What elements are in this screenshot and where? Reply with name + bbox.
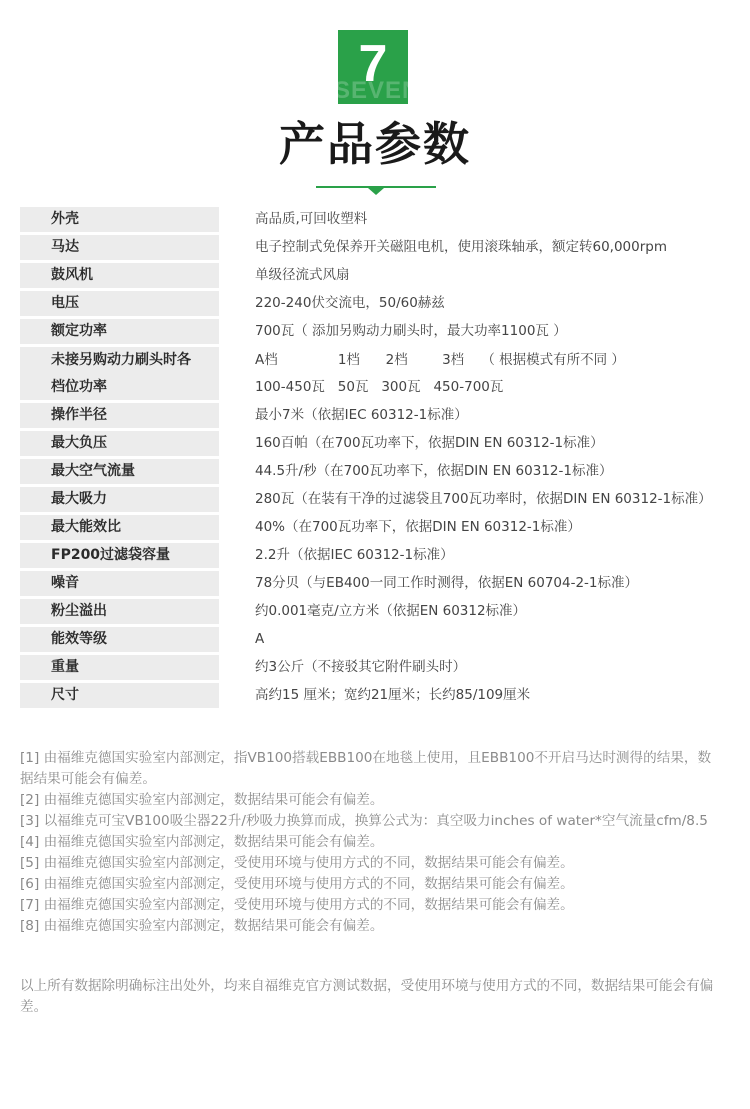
spec-value: 电子控制式免保养开关磁阻电机，使用滚珠轴承，额定转60,000rpm <box>223 235 731 260</box>
table-row <box>20 599 731 627</box>
footnote: [7] 由福维克德国实验室内部测定，受使用环境与使用方式的不同，数据结果可能会有偏差。 <box>20 897 574 913</box>
section-number-badge <box>334 30 421 104</box>
footnote: [4] 由福维克德国实验室内部测定，数据结果可能会有偏差。 <box>20 834 384 850</box>
spec-label: 鼓风机 <box>20 263 219 288</box>
spec-label: FP200过滤袋容量 <box>20 543 219 568</box>
spec-value <box>223 347 731 400</box>
spec-label: 马达 <box>20 235 219 260</box>
power-values-line: 100-450瓦 50瓦 300瓦 450-700瓦 <box>255 378 504 395</box>
spec-label: 最大空气流量 <box>20 459 219 484</box>
table-row <box>20 459 731 487</box>
badge-number: 7 <box>358 35 388 93</box>
spec-label: 最大负压 <box>20 431 219 456</box>
spec-value: 700瓦（ 添加另购动力刷头时，最大功率1100瓦 ） <box>223 319 731 344</box>
table-row <box>20 319 731 347</box>
footnote: [1] 由福维克德国实验室内部测定，指VB100搭载EBB100在地毯上使用，且EBB100不开启马达时测得的结果，数据结果可能会有偏差。 <box>20 750 712 787</box>
table-row <box>20 487 731 515</box>
spec-label-line: 档位功率 <box>51 378 107 395</box>
table-row <box>20 515 731 543</box>
spec-value: 高约15 厘米；宽约21厘米；长约85/109厘米 <box>223 683 731 708</box>
table-row <box>20 627 731 655</box>
spec-value: 220-240伏交流电，50/60赫兹 <box>223 291 731 316</box>
spec-value: 2.2升（依据IEC 60312-1标准） <box>223 543 731 568</box>
spec-value: 44.5升/秒（在700瓦功率下，依据DIN EN 60312-1标准） <box>223 459 731 484</box>
footnote: [5] 由福维克德国实验室内部测定，受使用环境与使用方式的不同，数据结果可能会有偏差。 <box>20 855 574 871</box>
table-row <box>20 207 731 235</box>
footnote: [8] 由福维克德国实验室内部测定，数据结果可能会有偏差。 <box>20 918 384 934</box>
spec-value: 78分贝（与EB400一同工作时测得，依据EN 60704-2-1标准） <box>223 571 731 596</box>
power-levels-line: A档 1档 2档 3档 （ 根据模式有所不同 ） <box>255 352 625 368</box>
section-header <box>0 0 750 200</box>
spec-label: 噪音 <box>20 571 219 596</box>
footnote: [3] 以福维克可宝VB100吸尘器22升/秒吸力换算而成，换算公式为：真空吸力inches of water*空气流量cfm/8.5 <box>20 813 708 829</box>
spec-label-line: 未接另购动力刷头时各 <box>51 352 191 368</box>
spec-table <box>20 207 731 711</box>
spec-label: 最大能效比 <box>20 515 219 540</box>
table-row <box>20 235 731 263</box>
spec-value: 160百帕（在700瓦功率下，依据DIN EN 60312-1标准） <box>223 431 731 456</box>
spec-label: 粉尘溢出 <box>20 599 219 624</box>
data-disclaimer: 以上所有数据除明确标注出处外，均来自福维克官方测试数据，受使用环境与使用方式的不同，数据结果可能会有偏差。 <box>20 978 714 1015</box>
title-arrow-icon <box>368 188 384 195</box>
table-row-power-levels <box>20 347 731 403</box>
table-row <box>20 543 731 571</box>
table-row <box>20 683 731 711</box>
spec-label: 尺寸 <box>20 683 219 708</box>
page-title: 产品参数 <box>279 117 471 171</box>
spec-value: 280瓦（在装有干净的过滤袋且700瓦功率时，依据DIN EN 60312-1标准） <box>223 487 731 512</box>
spec-label: 能效等级 <box>20 627 219 652</box>
spec-value: 40%（在700瓦功率下，依据DIN EN 60312-1标准） <box>223 515 731 540</box>
spec-value: 高品质,可回收塑料 <box>223 207 731 232</box>
table-row <box>20 655 731 683</box>
table-row <box>20 263 731 291</box>
spec-value: 约3公斤（不接驳其它附件刷头时） <box>223 655 731 680</box>
spec-label: 额定功率 <box>20 319 219 344</box>
spec-value: 约0.001毫克/立方米（依据EN 60312标准） <box>223 599 731 624</box>
spec-value: 最小7米（依据IEC 60312-1标准） <box>223 403 731 428</box>
table-row <box>20 403 731 431</box>
spec-label: 电压 <box>20 291 219 316</box>
table-row <box>20 571 731 599</box>
footnote: [6] 由福维克德国实验室内部测定，受使用环境与使用方式的不同，数据结果可能会有偏差。 <box>20 876 574 892</box>
spec-label: 外壳 <box>20 207 219 232</box>
spec-label <box>20 347 219 400</box>
spec-value: 单级径流式风扇 <box>223 263 731 288</box>
footnote: [2] 由福维克德国实验室内部测定，数据结果可能会有偏差。 <box>20 792 384 808</box>
badge-watermark: SEVEN <box>334 77 421 104</box>
spec-label: 重量 <box>20 655 219 680</box>
footnotes <box>20 748 720 937</box>
table-row <box>20 431 731 459</box>
table-row <box>20 291 731 319</box>
spec-value: A <box>223 627 731 652</box>
spec-label: 操作半径 <box>20 403 219 428</box>
spec-label: 最大吸力 <box>20 487 219 512</box>
